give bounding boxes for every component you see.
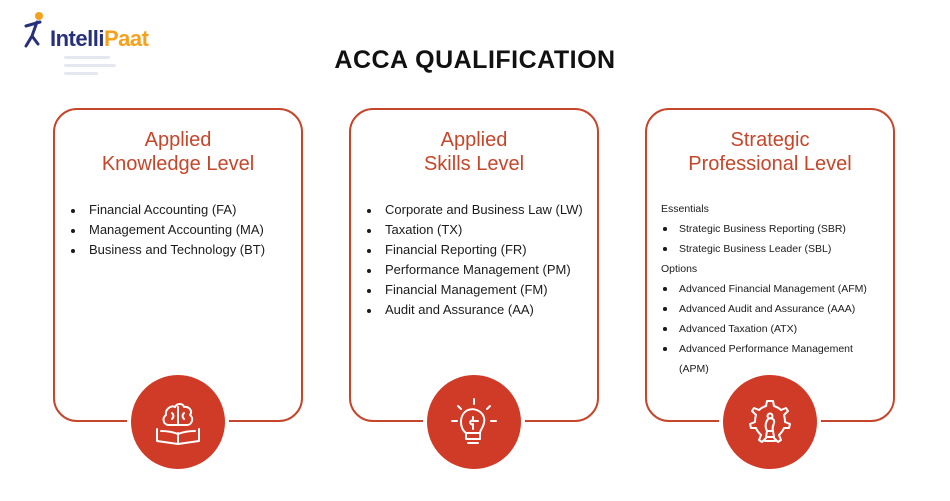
card-title-line2: Skills Level bbox=[423, 153, 525, 175]
options-label: Options bbox=[661, 263, 698, 275]
list-item: Business and Technology (BT) bbox=[89, 240, 301, 260]
list-item: Taxation (TX) bbox=[385, 220, 597, 240]
exam-list bbox=[89, 200, 301, 260]
card-title bbox=[55, 128, 301, 176]
exam-list bbox=[385, 200, 597, 320]
list-item: Corporate and Business Law (LW) bbox=[385, 200, 597, 220]
gear-chess-icon-badge bbox=[723, 375, 817, 469]
list-item: Financial Reporting (FR) bbox=[385, 240, 597, 260]
puzzle-bulb-icon bbox=[449, 397, 499, 447]
list-item: Advanced Performance Management bbox=[679, 339, 893, 359]
logo-text-a: Intelli bbox=[50, 26, 104, 51]
list-item: Strategic Business Leader (SBL) bbox=[679, 239, 893, 259]
puzzle-bulb-icon-badge bbox=[427, 375, 521, 469]
list-item: Advanced Taxation (ATX) bbox=[679, 319, 893, 339]
gear-chess-icon bbox=[745, 397, 795, 447]
card-title-line1: Strategic bbox=[730, 129, 810, 151]
list-item: Performance Management (PM) bbox=[385, 260, 597, 280]
essentials-list bbox=[679, 219, 893, 259]
list-item: Audit and Assurance (AA) bbox=[385, 300, 597, 320]
list-item: Financial Management (FM) bbox=[385, 280, 597, 300]
card-title bbox=[351, 128, 597, 176]
brain-book-icon-badge bbox=[131, 375, 225, 469]
card-title bbox=[647, 128, 893, 176]
list-item: Advanced Financial Management (AFM) bbox=[679, 279, 893, 299]
card-title-line2: Knowledge Level bbox=[101, 153, 255, 175]
logo-text-b: Paat bbox=[103, 26, 149, 51]
card-title-line1: Applied bbox=[144, 129, 212, 151]
essentials-label: Essentials bbox=[661, 203, 709, 215]
list-item: Strategic Business Reporting (SBR) bbox=[679, 219, 893, 239]
list-item: Management Accounting (MA) bbox=[89, 220, 301, 240]
page-title: ACCA QUALIFICATION bbox=[334, 46, 616, 74]
brain-book-icon bbox=[153, 397, 203, 447]
list-item: Advanced Audit and Assurance (AAA) bbox=[679, 299, 893, 319]
card-title-line1: Applied bbox=[440, 129, 508, 151]
list-item-continuation: (APM) bbox=[679, 363, 709, 375]
card-title-line2: Professional Level bbox=[688, 153, 852, 175]
list-item: Financial Accounting (FA) bbox=[89, 200, 301, 220]
options-list bbox=[679, 279, 893, 359]
